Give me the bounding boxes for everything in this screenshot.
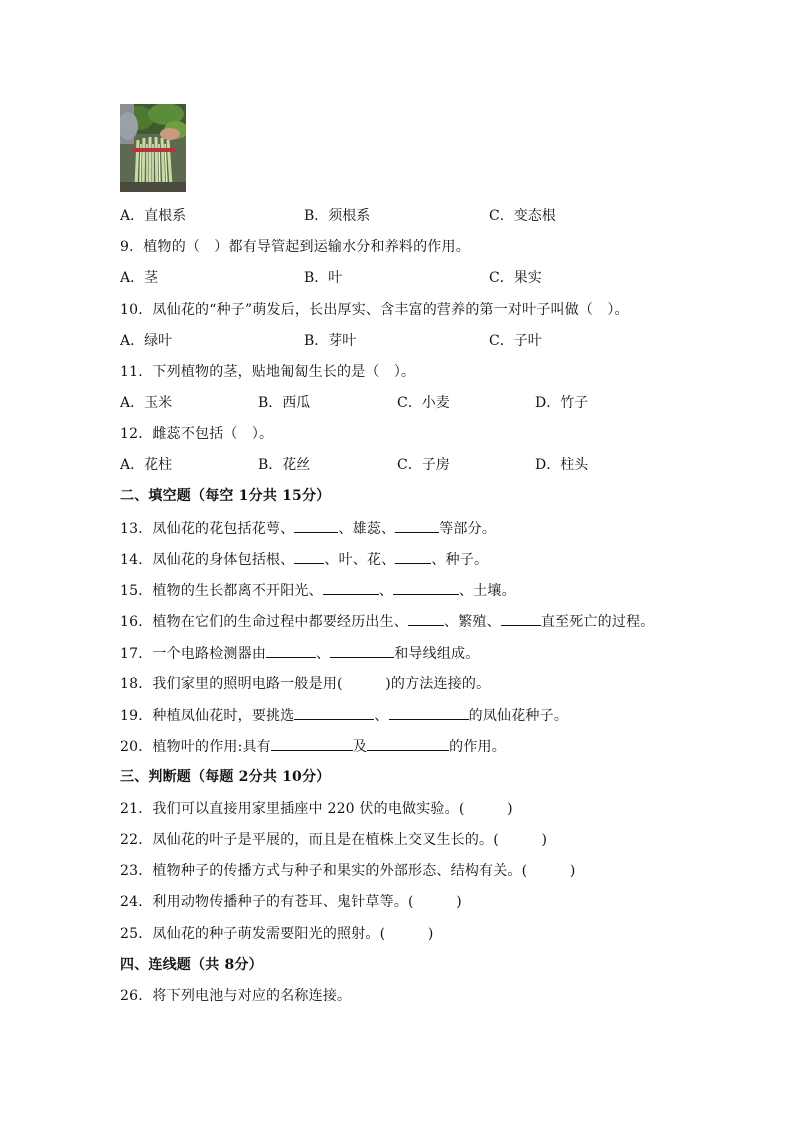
q19-blank-2[interactable] [389, 705, 469, 720]
q13-blank-1[interactable] [294, 518, 338, 533]
q10-stem: 10．凤仙花的“种子”萌发后，长出厚实、含丰富的营养的第一对叶子叫做（ ）。 [120, 302, 629, 318]
q16-text-2: 、繁殖、 [444, 614, 501, 630]
q8-option-a: A．直根系 [120, 208, 187, 224]
q12-option-c: C．子房 [397, 457, 450, 473]
q15-text-2: 、 [378, 583, 394, 599]
q23: 23．植物种子的传播方式与种子和果实的外部形态、结构有关。( ) [120, 863, 576, 879]
q17-text-1: 17．一个电路检测器由 [120, 646, 267, 662]
q13-text-2: 、雄蕊、 [338, 521, 396, 537]
q12-stem: 12．雌蕊不包括（ ）。 [120, 426, 274, 442]
q11-option-b: B．西瓜 [258, 395, 311, 411]
q17-blank-2[interactable] [330, 643, 394, 658]
q8-option-b: B．须根系 [304, 208, 371, 224]
q12-option-d: D．柱头 [535, 457, 589, 473]
q11-stem: 11．下列植物的茎，贴地匍匐生长的是（ ）。 [120, 364, 416, 380]
q11-option-a: A．玉米 [120, 395, 173, 411]
q10-option-c: C．子叶 [489, 333, 542, 349]
q19-text-1: 19．种植凤仙花时，要挑选 [120, 708, 295, 724]
q20 [120, 736, 506, 757]
q16 [120, 611, 654, 632]
q9-option-c: C．果实 [489, 270, 542, 286]
q9-stem: 9．植物的（ ）都有导管起到运输水分和养料的作用。 [120, 239, 470, 255]
q16-blank-2[interactable] [501, 611, 541, 626]
q9-option-a: A．茎 [120, 270, 159, 286]
q17-blank-1[interactable] [266, 643, 316, 658]
section-3-heading: 三、判断题（每题 2分共 10分） [120, 769, 331, 785]
q10-option-a: A．绿叶 [120, 333, 173, 349]
q24: 24．利用动物传播种子的有苍耳、鬼针草等。( ) [120, 894, 462, 910]
q8-option-c: C．变态根 [489, 208, 556, 224]
q19-blank-1[interactable] [294, 705, 374, 720]
q22: 22．凤仙花的叶子是平展的，而且是在植株上交叉生长的。( ) [120, 832, 548, 848]
celery-photo [120, 104, 186, 192]
q14-text-3: 、种子。 [431, 552, 489, 568]
q15-text-1: 15．植物的生长都离不开阳光、 [120, 583, 323, 599]
q17 [120, 643, 479, 664]
q20-text-1: 20．植物叶的作用:具有 [120, 739, 271, 755]
q16-text-3: 直至死亡的过程。 [540, 614, 655, 630]
q19-text-2: 、 [374, 708, 389, 724]
q17-text-3: 和导线组成。 [394, 646, 480, 662]
q26: 26．将下列电池与对应的名称连接。 [120, 988, 352, 1004]
section-4-heading: 四、连线题（共 8分） [120, 957, 263, 973]
q9-option-b: B．叶 [304, 270, 343, 286]
q14-blank-1[interactable] [294, 549, 324, 564]
q15 [120, 580, 516, 601]
q15-text-3: 、土壤。 [459, 583, 516, 599]
q10-option-b: B．芽叶 [304, 333, 357, 349]
q14-text-2: 、叶、花、 [324, 552, 396, 568]
q19-text-3: 的凤仙花种子。 [468, 708, 569, 724]
q14 [120, 549, 488, 570]
q20-blank-2[interactable] [367, 736, 449, 751]
q20-text-2: 及 [352, 739, 368, 755]
q14-text-1: 14．凤仙花的身体包括根、 [120, 552, 295, 568]
q18: 18．我们家里的照明电路一般是用( )的方法连接的。 [120, 676, 491, 692]
q12-option-a: A．花柱 [120, 457, 173, 473]
q20-text-3: 的作用。 [449, 739, 506, 755]
q20-blank-1[interactable] [271, 736, 353, 751]
q13 [120, 518, 496, 539]
q14-blank-2[interactable] [395, 549, 431, 564]
q13-text-1: 13．凤仙花的花包括花萼、 [120, 521, 295, 537]
q21: 21．我们可以直接用家里插座中 220 伏的电做实验。( ) [120, 801, 513, 817]
q11-option-d: D．竹子 [535, 395, 589, 411]
q16-blank-1[interactable] [408, 611, 444, 626]
q12-option-b: B．花丝 [258, 457, 311, 473]
q16-text-1: 16．植物在它们的生命过程中都要经历出生、 [120, 614, 409, 630]
q15-blank-1[interactable] [323, 580, 379, 595]
q17-text-2: 、 [316, 646, 331, 662]
q25: 25．凤仙花的种子萌发需要阳光的照射。( ) [120, 926, 434, 942]
q15-blank-2[interactable] [393, 580, 459, 595]
q13-text-3: 等部分。 [439, 521, 497, 537]
q19 [120, 705, 568, 726]
section-2-heading: 二、填空题（每空 1分共 15分） [120, 488, 331, 504]
q11-option-c: C．小麦 [397, 395, 450, 411]
q13-blank-2[interactable] [395, 518, 439, 533]
